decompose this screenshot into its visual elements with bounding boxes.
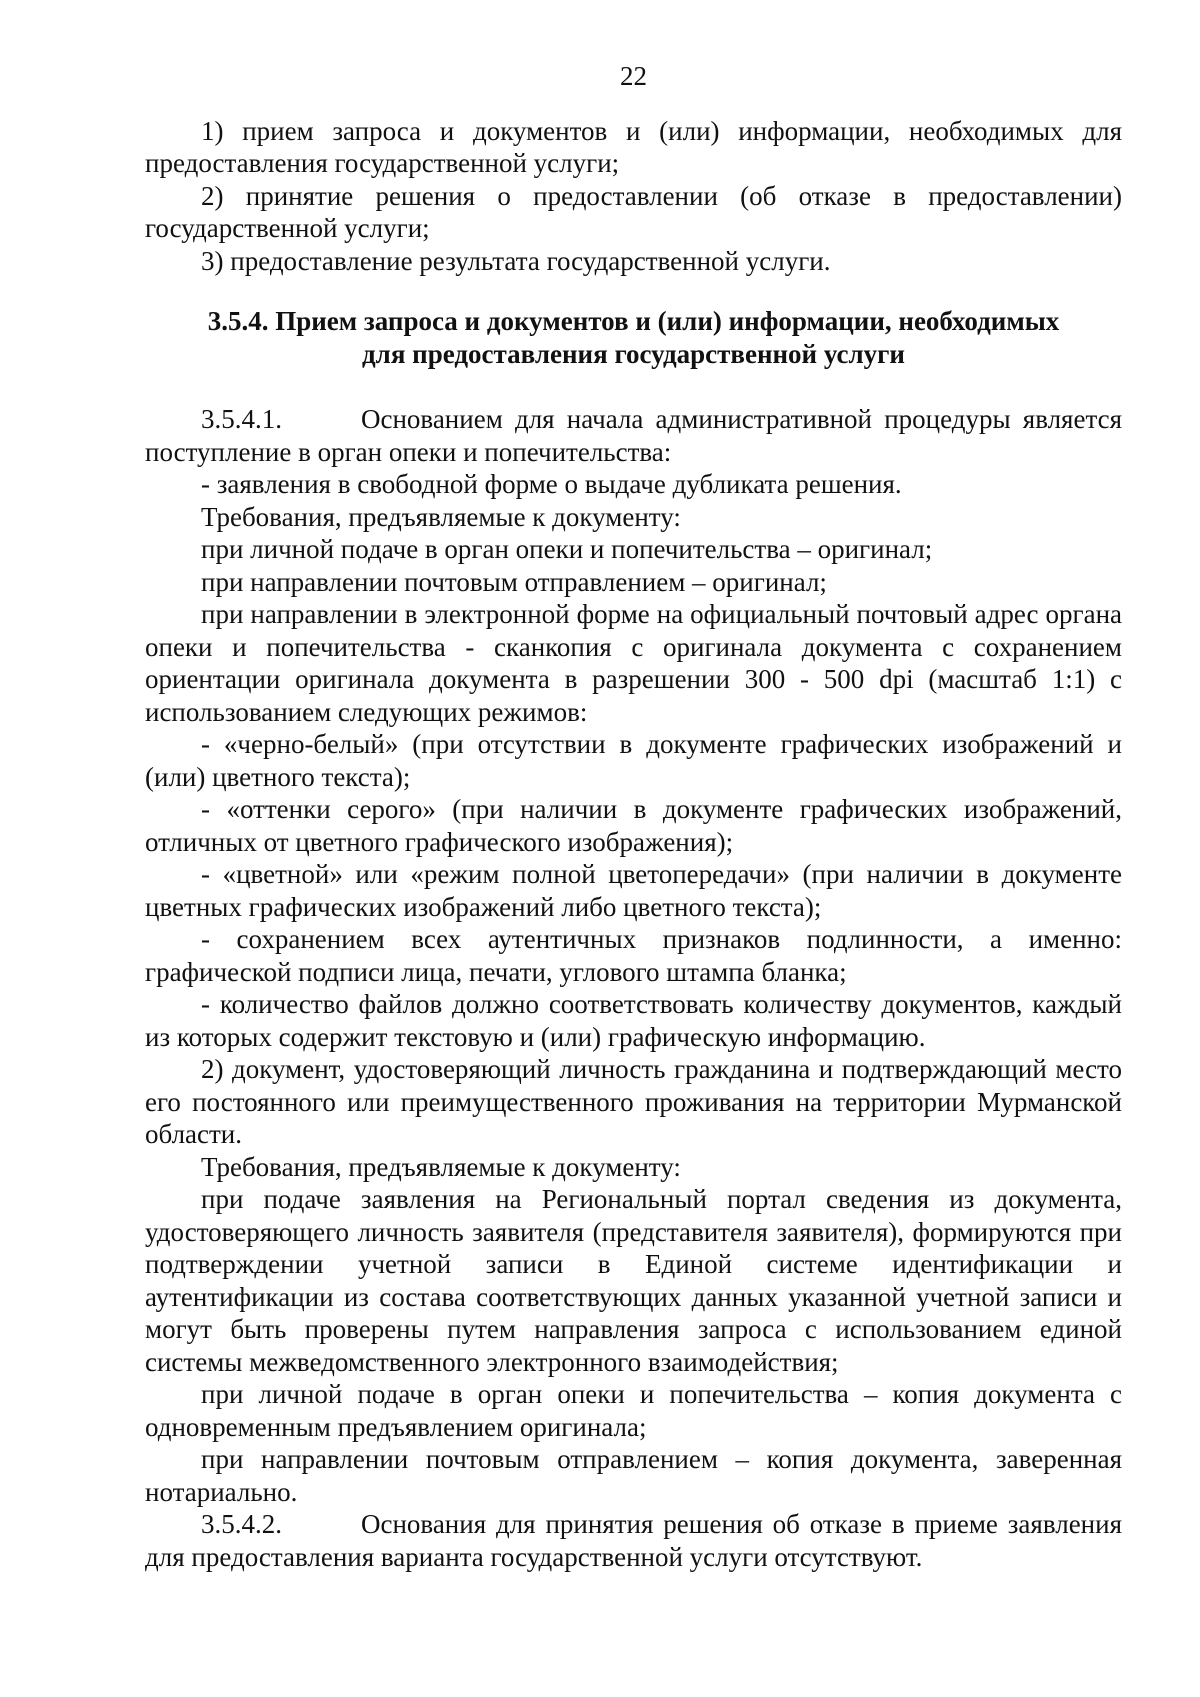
paragraph: 2) документ, удостоверяющий личность гражданина и подтверждающий место его постоянного или преимущественного проживания на территории Мурманской области. bbox=[145, 1054, 1122, 1149]
paragraph: Требования, предъявляемые к документу: bbox=[201, 501, 681, 532]
clause-text: Основания для принятия решения об отказе в приеме заявления для предоставления варианта государственной услуги отсутствуют. bbox=[145, 1509, 1122, 1572]
paragraph: - «оттенки серого» (при наличии в документе графических изображений, отличных от цветного графического изображения); bbox=[145, 794, 1122, 857]
paragraph: - заявления в свободной форме о выдаче дубликата решения. bbox=[201, 469, 902, 499]
paragraph: при направлении почтовым отправлением – копия документа, заверенная нотариально. bbox=[145, 1444, 1122, 1507]
paragraph: - «цветной» или «режим полной цветопередачи» (при наличии в документе цветных графических изображений либо цветного текста); bbox=[145, 859, 1122, 922]
paragraph: при направлении почтовым отправлением – оригинал; bbox=[201, 566, 827, 597]
document-page bbox=[145, 60, 1122, 1573]
paragraph: Требования, предъявляемые к документу: bbox=[201, 1151, 681, 1182]
clause-text: Основанием для начала административной процедуры является поступление в орган опеки и попечительства: bbox=[145, 404, 1122, 467]
paragraph: при подаче заявления на Региональный портал сведения из документа, удостоверяющего личность заявителя (представителя заявителя), формируются при подтверждении учетной записи в Единой системе идентификации и аутентификации из состава соответствующих данных указанной учетной записи и могут быть проверены путем направления запроса с использованием единой системы межведомственного электронного взаимодействия; bbox=[145, 1184, 1122, 1377]
intro-item-1: 1) прием запроса и документов и (или) информации, необходимых для предоставления государственной услуги; bbox=[145, 115, 1122, 178]
clause-number: 3.5.4.2. bbox=[201, 1509, 282, 1539]
intro-item-3: 3) предоставление результата государственной услуги. bbox=[201, 245, 831, 276]
paragraph: при направлении в электронной форме на официальный почтовый адрес органа опеки и попечительства - сканкопия с оригинала документа с сохранением ориентации оригинала документа в разрешении 300 - 500 dpi (масштаб 1:1) с использованием следующих режимов: bbox=[145, 599, 1122, 727]
clause-3-5-4-2 bbox=[145, 1508, 1122, 1573]
paragraph: - сохранением всех аутентичных признаков подлинности, а именно: графической подписи лица, печати, углового штампа бланка; bbox=[145, 924, 1122, 987]
paragraph: при личной подаче в орган опеки и попечительства – копия документа с одновременным предъявлением оригинала; bbox=[145, 1379, 1122, 1442]
intro-item-2: 2) принятие решения о предоставлении (об отказе в предоставлении) государственной услуги; bbox=[145, 180, 1122, 243]
section-heading-line-1: 3.5.4. Прием запроса и документов и (или) информации, необходимых bbox=[207, 306, 1060, 336]
paragraph: - «черно-белый» (при отсутствии в документе графических изображений и (или) цветного текста); bbox=[145, 729, 1122, 792]
clause-number: 3.5.4.1. bbox=[201, 404, 282, 434]
clause-3-5-4-1 bbox=[145, 403, 1122, 468]
page-number: 22 bbox=[620, 61, 647, 91]
section-heading-line-2: для предоставления государственной услуги bbox=[362, 339, 905, 369]
paragraph: при личной подаче в орган опеки и попечительства – оригинал; bbox=[201, 534, 933, 564]
paragraph: - количество файлов должно соответствовать количеству документов, каждый из которых содержит текстовую и (или) графическую информацию. bbox=[145, 989, 1122, 1052]
section-heading bbox=[145, 305, 1122, 371]
